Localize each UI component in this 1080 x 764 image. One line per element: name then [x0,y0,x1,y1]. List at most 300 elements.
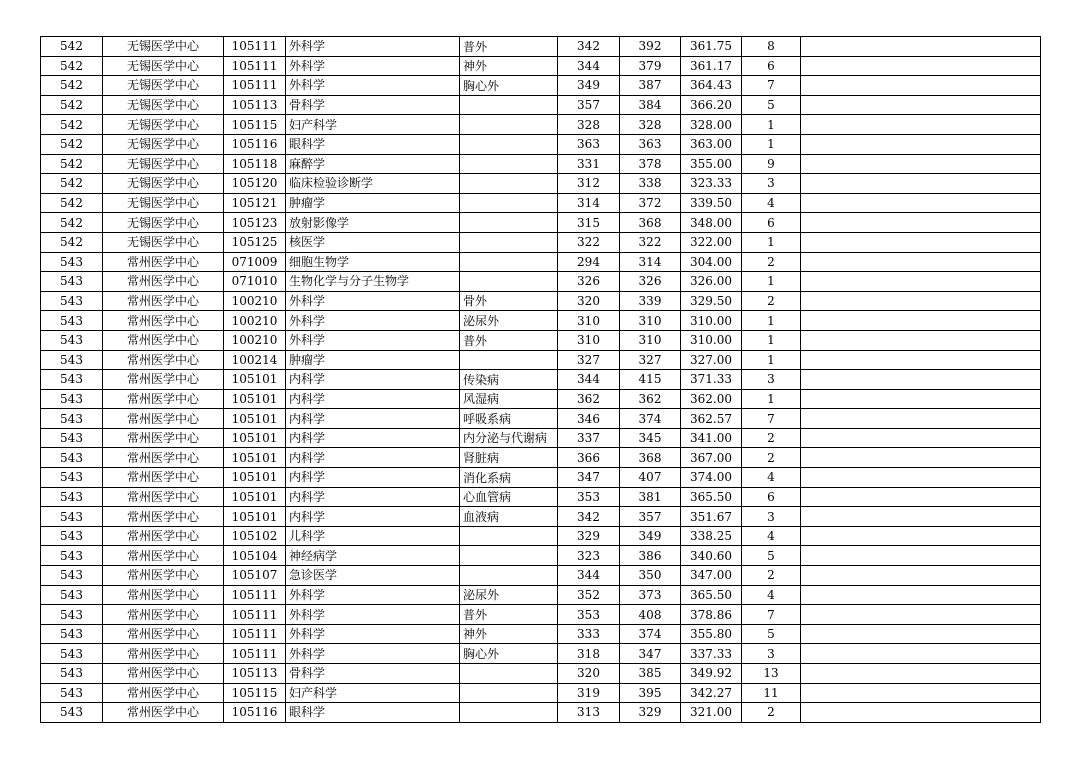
major-code-cell: 105111 [224,644,286,664]
note-cell [801,546,1041,566]
table-row [41,428,1041,448]
table-row [41,605,1041,625]
major-code-cell: 105101 [224,507,286,527]
note-cell [801,703,1041,723]
major-name-cell: 外科学 [286,605,460,625]
direction-cell [460,252,558,272]
avg-score-cell: 371.33 [681,370,742,390]
count-cell: 4 [742,526,801,546]
table-row [41,585,1041,605]
major-code-cell: 105111 [224,76,286,96]
unit-code-cell: 543 [41,389,103,409]
unit-code-cell: 543 [41,272,103,292]
unit-name-cell: 常州医学中心 [103,566,224,586]
direction-cell: 内分泌与代谢病 [460,428,558,448]
unit-code-cell: 543 [41,644,103,664]
major-code-cell: 105101 [224,409,286,429]
note-cell [801,487,1041,507]
major-name-cell: 急诊医学 [286,566,460,586]
major-name-cell: 外科学 [286,311,460,331]
major-name-cell: 内科学 [286,487,460,507]
direction-cell [460,566,558,586]
min-score-cell: 319 [558,683,620,703]
major-code-cell: 105101 [224,370,286,390]
table-row [41,703,1041,723]
major-name-cell: 细胞生物学 [286,252,460,272]
avg-score-cell: 341.00 [681,428,742,448]
table-row [41,664,1041,684]
unit-name-cell: 无锡医学中心 [103,37,224,57]
table-row [41,330,1041,350]
unit-name-cell: 常州医学中心 [103,370,224,390]
unit-name-cell: 常州医学中心 [103,350,224,370]
min-score-cell: 310 [558,311,620,331]
count-cell: 4 [742,468,801,488]
major-name-cell: 外科学 [286,585,460,605]
table-row [41,56,1041,76]
max-score-cell: 392 [620,37,681,57]
direction-cell [460,95,558,115]
note-cell [801,409,1041,429]
major-name-cell: 外科学 [286,37,460,57]
major-name-cell: 妇产科学 [286,683,460,703]
major-name-cell: 骨科学 [286,664,460,684]
direction-cell: 神外 [460,56,558,76]
table-row [41,448,1041,468]
direction-cell [460,174,558,194]
count-cell: 2 [742,448,801,468]
note-cell [801,468,1041,488]
major-code-cell: 105101 [224,428,286,448]
min-score-cell: 344 [558,370,620,390]
unit-name-cell: 常州医学中心 [103,468,224,488]
major-code-cell: 105111 [224,605,286,625]
count-cell: 2 [742,428,801,448]
unit-name-cell: 常州医学中心 [103,448,224,468]
min-score-cell: 344 [558,566,620,586]
avg-score-cell: 339.50 [681,193,742,213]
unit-code-cell: 543 [41,409,103,429]
table-row [41,37,1041,57]
note-cell [801,311,1041,331]
max-score-cell: 350 [620,566,681,586]
table-row [41,76,1041,96]
direction-cell [460,232,558,252]
major-code-cell: 071009 [224,252,286,272]
note-cell [801,350,1041,370]
avg-score-cell: 337.33 [681,644,742,664]
major-code-cell: 105111 [224,56,286,76]
avg-score-cell: 322.00 [681,232,742,252]
major-name-cell: 内科学 [286,448,460,468]
major-name-cell: 内科学 [286,428,460,448]
major-code-cell: 105121 [224,193,286,213]
max-score-cell: 347 [620,644,681,664]
table-body [41,37,1041,723]
unit-name-cell: 无锡医学中心 [103,76,224,96]
count-cell: 11 [742,683,801,703]
max-score-cell: 310 [620,311,681,331]
major-name-cell: 肿瘤学 [286,193,460,213]
avg-score-cell: 342.27 [681,683,742,703]
table-row [41,174,1041,194]
direction-cell: 风湿病 [460,389,558,409]
unit-code-cell: 542 [41,213,103,233]
table-row [41,526,1041,546]
direction-cell: 呼吸系病 [460,409,558,429]
unit-code-cell: 542 [41,37,103,57]
count-cell: 5 [742,546,801,566]
note-cell [801,95,1041,115]
avg-score-cell: 374.00 [681,468,742,488]
direction-cell [460,115,558,135]
unit-code-cell: 542 [41,115,103,135]
table-row [41,389,1041,409]
avg-score-cell: 362.00 [681,389,742,409]
unit-name-cell: 常州医学中心 [103,585,224,605]
avg-score-cell: 349.92 [681,664,742,684]
max-score-cell: 322 [620,232,681,252]
min-score-cell: 312 [558,174,620,194]
min-score-cell: 366 [558,448,620,468]
max-score-cell: 345 [620,428,681,448]
unit-code-cell: 542 [41,76,103,96]
unit-code-cell: 542 [41,154,103,174]
avg-score-cell: 363.00 [681,134,742,154]
max-score-cell: 374 [620,409,681,429]
avg-score-cell: 321.00 [681,703,742,723]
note-cell [801,115,1041,135]
avg-score-cell: 355.80 [681,624,742,644]
max-score-cell: 338 [620,174,681,194]
count-cell: 1 [742,311,801,331]
avg-score-cell: 329.50 [681,291,742,311]
avg-score-cell: 364.43 [681,76,742,96]
unit-name-cell: 无锡医学中心 [103,232,224,252]
note-cell [801,448,1041,468]
major-name-cell: 眼科学 [286,703,460,723]
unit-name-cell: 常州医学中心 [103,389,224,409]
unit-code-cell: 543 [41,428,103,448]
unit-code-cell: 543 [41,585,103,605]
count-cell: 7 [742,76,801,96]
direction-cell: 肾脏病 [460,448,558,468]
unit-name-cell: 无锡医学中心 [103,174,224,194]
max-score-cell: 362 [620,389,681,409]
table-row [41,350,1041,370]
major-code-cell: 105101 [224,487,286,507]
max-score-cell: 327 [620,350,681,370]
major-name-cell: 外科学 [286,624,460,644]
direction-cell [460,546,558,566]
avg-score-cell: 365.50 [681,585,742,605]
avg-score-cell: 310.00 [681,330,742,350]
count-cell: 4 [742,585,801,605]
major-code-cell: 105115 [224,683,286,703]
unit-code-cell: 543 [41,605,103,625]
unit-code-cell: 543 [41,448,103,468]
table-row [41,468,1041,488]
major-name-cell: 骨科学 [286,95,460,115]
min-score-cell: 327 [558,350,620,370]
min-score-cell: 347 [558,468,620,488]
table-row [41,487,1041,507]
avg-score-cell: 367.00 [681,448,742,468]
unit-name-cell: 常州医学中心 [103,291,224,311]
count-cell: 6 [742,56,801,76]
count-cell: 4 [742,193,801,213]
max-score-cell: 368 [620,448,681,468]
unit-name-cell: 无锡医学中心 [103,154,224,174]
major-name-cell: 内科学 [286,507,460,527]
major-code-cell: 105116 [224,703,286,723]
note-cell [801,428,1041,448]
max-score-cell: 349 [620,526,681,546]
direction-cell: 普外 [460,330,558,350]
max-score-cell: 373 [620,585,681,605]
major-code-cell: 105120 [224,174,286,194]
table-row [41,409,1041,429]
max-score-cell: 379 [620,56,681,76]
count-cell: 1 [742,134,801,154]
direction-cell [460,272,558,292]
direction-cell [460,350,558,370]
min-score-cell: 353 [558,605,620,625]
major-code-cell: 100210 [224,311,286,331]
unit-code-cell: 542 [41,95,103,115]
major-code-cell: 105113 [224,95,286,115]
note-cell [801,566,1041,586]
note-cell [801,526,1041,546]
unit-name-cell: 常州医学中心 [103,546,224,566]
major-code-cell: 100210 [224,330,286,350]
table-row [41,507,1041,527]
major-name-cell: 外科学 [286,76,460,96]
unit-code-cell: 543 [41,350,103,370]
max-score-cell: 339 [620,291,681,311]
major-name-cell: 外科学 [286,291,460,311]
major-name-cell: 核医学 [286,232,460,252]
table-row [41,683,1041,703]
count-cell: 5 [742,624,801,644]
count-cell: 3 [742,370,801,390]
major-name-cell: 麻醉学 [286,154,460,174]
count-cell: 6 [742,213,801,233]
max-score-cell: 387 [620,76,681,96]
direction-cell: 普外 [460,37,558,57]
note-cell [801,193,1041,213]
note-cell [801,370,1041,390]
major-name-cell: 生物化学与分子生物学 [286,272,460,292]
unit-code-cell: 542 [41,232,103,252]
table-row [41,134,1041,154]
direction-cell: 骨外 [460,291,558,311]
unit-name-cell: 常州医学中心 [103,644,224,664]
major-code-cell: 071010 [224,272,286,292]
avg-score-cell: 328.00 [681,115,742,135]
table-row [41,232,1041,252]
unit-code-cell: 542 [41,193,103,213]
unit-code-cell: 543 [41,546,103,566]
unit-name-cell: 常州医学中心 [103,311,224,331]
min-score-cell: 344 [558,56,620,76]
min-score-cell: 363 [558,134,620,154]
major-code-cell: 105118 [224,154,286,174]
min-score-cell: 346 [558,409,620,429]
note-cell [801,232,1041,252]
note-cell [801,330,1041,350]
table-row [41,311,1041,331]
count-cell: 1 [742,350,801,370]
note-cell [801,644,1041,664]
unit-name-cell: 常州医学中心 [103,272,224,292]
major-name-cell: 外科学 [286,644,460,664]
major-code-cell: 100210 [224,291,286,311]
table-row [41,193,1041,213]
direction-cell: 胸心外 [460,76,558,96]
min-score-cell: 349 [558,76,620,96]
min-score-cell: 342 [558,37,620,57]
major-name-cell: 内科学 [286,370,460,390]
unit-code-cell: 543 [41,624,103,644]
unit-code-cell: 543 [41,311,103,331]
min-score-cell: 329 [558,526,620,546]
min-score-cell: 294 [558,252,620,272]
max-score-cell: 329 [620,703,681,723]
max-score-cell: 328 [620,115,681,135]
note-cell [801,134,1041,154]
unit-name-cell: 常州医学中心 [103,507,224,527]
unit-name-cell: 无锡医学中心 [103,134,224,154]
avg-score-cell: 351.67 [681,507,742,527]
min-score-cell: 322 [558,232,620,252]
max-score-cell: 363 [620,134,681,154]
major-name-cell: 妇产科学 [286,115,460,135]
note-cell [801,252,1041,272]
count-cell: 1 [742,272,801,292]
unit-name-cell: 常州医学中心 [103,487,224,507]
max-score-cell: 374 [620,624,681,644]
unit-code-cell: 543 [41,330,103,350]
note-cell [801,291,1041,311]
count-cell: 1 [742,330,801,350]
unit-name-cell: 常州医学中心 [103,252,224,272]
avg-score-cell: 365.50 [681,487,742,507]
unit-name-cell: 常州医学中心 [103,605,224,625]
avg-score-cell: 355.00 [681,154,742,174]
max-score-cell: 385 [620,664,681,684]
table-row [41,644,1041,664]
unit-name-cell: 常州医学中心 [103,703,224,723]
min-score-cell: 333 [558,624,620,644]
count-cell: 2 [742,566,801,586]
table-row [41,546,1041,566]
max-score-cell: 357 [620,507,681,527]
max-score-cell: 372 [620,193,681,213]
major-name-cell: 肿瘤学 [286,350,460,370]
max-score-cell: 378 [620,154,681,174]
max-score-cell: 384 [620,95,681,115]
direction-cell: 心血管病 [460,487,558,507]
table-row [41,624,1041,644]
unit-name-cell: 常州医学中心 [103,428,224,448]
min-score-cell: 328 [558,115,620,135]
max-score-cell: 326 [620,272,681,292]
min-score-cell: 320 [558,291,620,311]
count-cell: 2 [742,703,801,723]
unit-name-cell: 无锡医学中心 [103,56,224,76]
note-cell [801,683,1041,703]
direction-cell [460,526,558,546]
avg-score-cell: 323.33 [681,174,742,194]
unit-code-cell: 542 [41,174,103,194]
unit-code-cell: 543 [41,683,103,703]
min-score-cell: 357 [558,95,620,115]
major-name-cell: 内科学 [286,389,460,409]
max-score-cell: 310 [620,330,681,350]
major-code-cell: 105101 [224,448,286,468]
unit-code-cell: 543 [41,507,103,527]
major-code-cell: 105123 [224,213,286,233]
direction-cell: 消化系病 [460,468,558,488]
unit-code-cell: 543 [41,664,103,684]
min-score-cell: 362 [558,389,620,409]
avg-score-cell: 361.17 [681,56,742,76]
table-row [41,115,1041,135]
unit-name-cell: 无锡医学中心 [103,115,224,135]
unit-code-cell: 543 [41,526,103,546]
min-score-cell: 337 [558,428,620,448]
unit-name-cell: 无锡医学中心 [103,193,224,213]
count-cell: 2 [742,252,801,272]
direction-cell [460,134,558,154]
unit-code-cell: 542 [41,134,103,154]
min-score-cell: 323 [558,546,620,566]
note-cell [801,213,1041,233]
unit-code-cell: 543 [41,370,103,390]
unit-name-cell: 常州医学中心 [103,330,224,350]
unit-name-cell: 无锡医学中心 [103,95,224,115]
table-row [41,154,1041,174]
direction-cell: 胸心外 [460,644,558,664]
unit-name-cell: 常州医学中心 [103,409,224,429]
avg-score-cell: 326.00 [681,272,742,292]
avg-score-cell: 310.00 [681,311,742,331]
major-name-cell: 内科学 [286,409,460,429]
table-row [41,252,1041,272]
avg-score-cell: 348.00 [681,213,742,233]
note-cell [801,389,1041,409]
unit-name-cell: 常州医学中心 [103,683,224,703]
direction-cell: 泌尿外 [460,585,558,605]
max-score-cell: 368 [620,213,681,233]
table-row [41,272,1041,292]
direction-cell: 传染病 [460,370,558,390]
avg-score-cell: 347.00 [681,566,742,586]
direction-cell [460,154,558,174]
direction-cell [460,703,558,723]
unit-code-cell: 543 [41,252,103,272]
count-cell: 5 [742,95,801,115]
count-cell: 3 [742,174,801,194]
major-code-cell: 105115 [224,115,286,135]
min-score-cell: 352 [558,585,620,605]
min-score-cell: 320 [558,664,620,684]
major-code-cell: 105107 [224,566,286,586]
avg-score-cell: 362.57 [681,409,742,429]
min-score-cell: 313 [558,703,620,723]
major-code-cell: 105102 [224,526,286,546]
